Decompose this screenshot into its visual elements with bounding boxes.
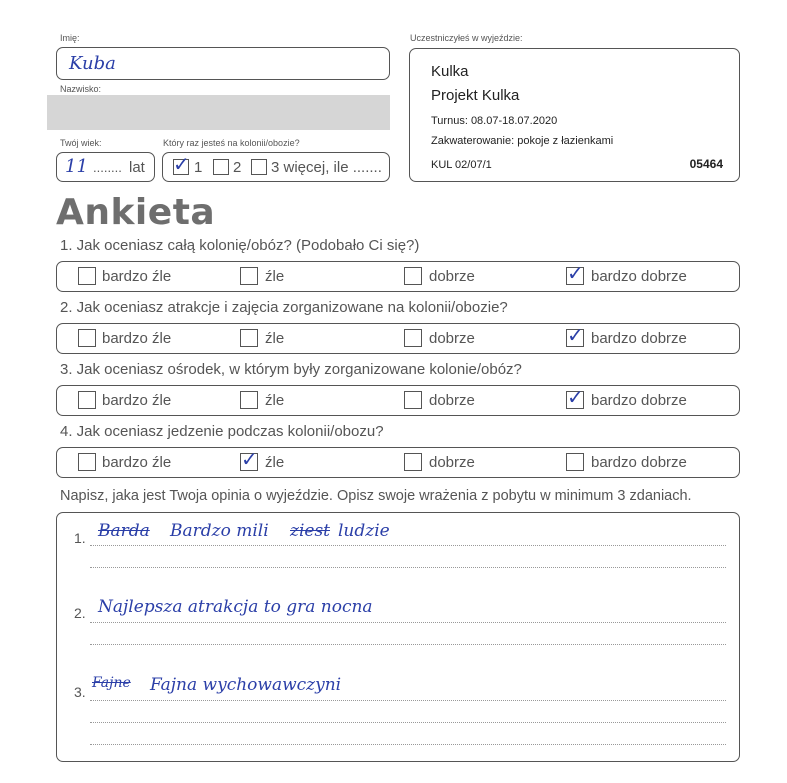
dotted-line: [90, 722, 726, 723]
q2-option-label: dobrze: [429, 330, 475, 347]
check-mark-icon: ✓: [567, 323, 584, 347]
dotted-line: [90, 644, 726, 645]
q4-option-bardzo-zle-checkbox[interactable]: [78, 453, 96, 471]
q4-option-label: źle: [265, 454, 285, 471]
check-mark-icon: ✓: [173, 152, 190, 176]
check-mark-icon: ✓: [567, 261, 584, 285]
times-label: Który raz jesteś na kolonii/obozie?: [163, 138, 300, 148]
q3-option-label: źle: [265, 392, 285, 409]
camp-info-box: [409, 48, 740, 182]
times-field: [162, 152, 390, 182]
q4-option-label: dobrze: [429, 454, 475, 471]
answer-row-1: [56, 261, 740, 292]
times-checkbox-1[interactable]: [173, 152, 190, 176]
q2-option-bardzo-dobrze-checkbox[interactable]: [566, 323, 584, 347]
opinion-number-2: 2.: [74, 605, 86, 621]
opinion-struck-word-1: Barda: [98, 521, 150, 541]
age-label: Twój wiek:: [60, 138, 102, 148]
q4-option-label: bardzo dobrze: [591, 454, 687, 471]
opinion-struck-word-3: Fajne: [92, 675, 131, 691]
q1-option-label: bardzo dobrze: [591, 268, 687, 285]
times-checkbox-2[interactable]: [213, 159, 229, 175]
dotted-line: [90, 700, 726, 701]
q3-option-label: bardzo źle: [102, 392, 172, 409]
dotted-line: [90, 567, 726, 568]
times-option-2: 2: [233, 159, 242, 176]
opinion-text-1: Bardzo mili: [170, 521, 269, 541]
q2-option-bardzo-zle-checkbox[interactable]: [78, 329, 96, 347]
camp-code: KUL 02/07/1: [431, 159, 492, 171]
q1-option-label: źle: [265, 268, 285, 285]
opinion-prompt: Napisz, jaka jest Twoja opinia o wyjeździe. Opisz swoje wrażenia z pobytu w minimum 3 zdaniach.: [60, 488, 692, 504]
check-mark-icon: ✓: [567, 385, 584, 409]
question-4: 4. Jak oceniasz jedzenie podczas kolonii/obozu?: [60, 423, 384, 440]
q1-option-dobrze-checkbox[interactable]: [404, 267, 422, 285]
times-checkbox-3[interactable]: [251, 159, 267, 175]
opinion-text-3: Fajna wychowawczyni: [150, 675, 342, 695]
opinion-number-1: 1.: [74, 530, 86, 546]
camp-accommodation: Zakwaterowanie: pokoje z łazienkami: [431, 135, 614, 147]
q1-option-zle-checkbox[interactable]: [240, 267, 258, 285]
q2-option-label: bardzo źle: [102, 330, 172, 347]
answer-row-3: [56, 385, 740, 416]
name-value: Kuba: [69, 53, 116, 74]
q1-option-label: dobrze: [429, 268, 475, 285]
opinion-number-3: 3.: [74, 684, 86, 700]
camp-name: Kulka: [431, 63, 469, 80]
opinion-text-1b: ludzie: [338, 521, 390, 541]
q3-option-bardzo-zle-checkbox[interactable]: [78, 391, 96, 409]
age-field[interactable]: [56, 152, 155, 182]
opinion-struck-word-1b: ziest: [290, 521, 331, 541]
question-2: 2. Jak oceniasz atrakcje i zajęcia zorganizowane na kolonii/obozie?: [60, 299, 508, 316]
surname-redacted-field: [47, 95, 390, 130]
question-3: 3. Jak oceniasz ośrodek, w którym były zorganizowane kolonie/obóz?: [60, 361, 522, 378]
q3-option-dobrze-checkbox[interactable]: [404, 391, 422, 409]
dotted-line: [90, 744, 726, 745]
q2-option-label: źle: [265, 330, 285, 347]
q3-option-bardzo-dobrze-checkbox[interactable]: [566, 385, 584, 409]
q1-option-label: bardzo źle: [102, 268, 172, 285]
age-dots: ........: [93, 160, 122, 175]
age-value: 11: [65, 156, 88, 177]
q4-option-zle-checkbox[interactable]: [240, 447, 258, 471]
camp-turnus: Turnus: 08.07-18.07.2020: [431, 115, 558, 127]
q3-option-label: dobrze: [429, 392, 475, 409]
name-field[interactable]: [56, 47, 390, 80]
camp-label: Uczestniczyłeś w wyjeździe:: [410, 33, 523, 43]
opinion-text-2: Najlepsza atrakcja to gra nocna: [98, 597, 373, 617]
question-1: 1. Jak oceniasz całą kolonię/obóz? (Podobało Ci się?): [60, 237, 420, 254]
q3-option-label: bardzo dobrze: [591, 392, 687, 409]
q1-option-bardzo-dobrze-checkbox[interactable]: [566, 261, 584, 285]
answer-row-4: [56, 447, 740, 478]
q2-option-dobrze-checkbox[interactable]: [404, 329, 422, 347]
check-mark-icon: ✓: [241, 447, 258, 471]
q1-option-bardzo-zle-checkbox[interactable]: [78, 267, 96, 285]
camp-project: Projekt Kulka: [431, 87, 520, 104]
q4-option-dobrze-checkbox[interactable]: [404, 453, 422, 471]
survey-title: Ankieta: [56, 192, 216, 233]
times-option-1: 1: [194, 159, 203, 176]
q4-option-bardzo-dobrze-checkbox[interactable]: [566, 453, 584, 471]
dotted-line: [90, 545, 726, 546]
name-label: Imię:: [60, 33, 80, 43]
surname-label: Nazwisko:: [60, 84, 102, 94]
age-unit: lat: [129, 159, 145, 176]
camp-number: 05464: [689, 157, 723, 171]
answer-row-2: [56, 323, 740, 354]
q3-option-zle-checkbox[interactable]: [240, 391, 258, 409]
q2-option-zle-checkbox[interactable]: [240, 329, 258, 347]
opinion-text-area[interactable]: [56, 512, 740, 762]
q4-option-label: bardzo źle: [102, 454, 172, 471]
dotted-line: [90, 622, 726, 623]
q2-option-label: bardzo dobrze: [591, 330, 687, 347]
times-option-3: 3 więcej, ile .......: [271, 159, 382, 176]
